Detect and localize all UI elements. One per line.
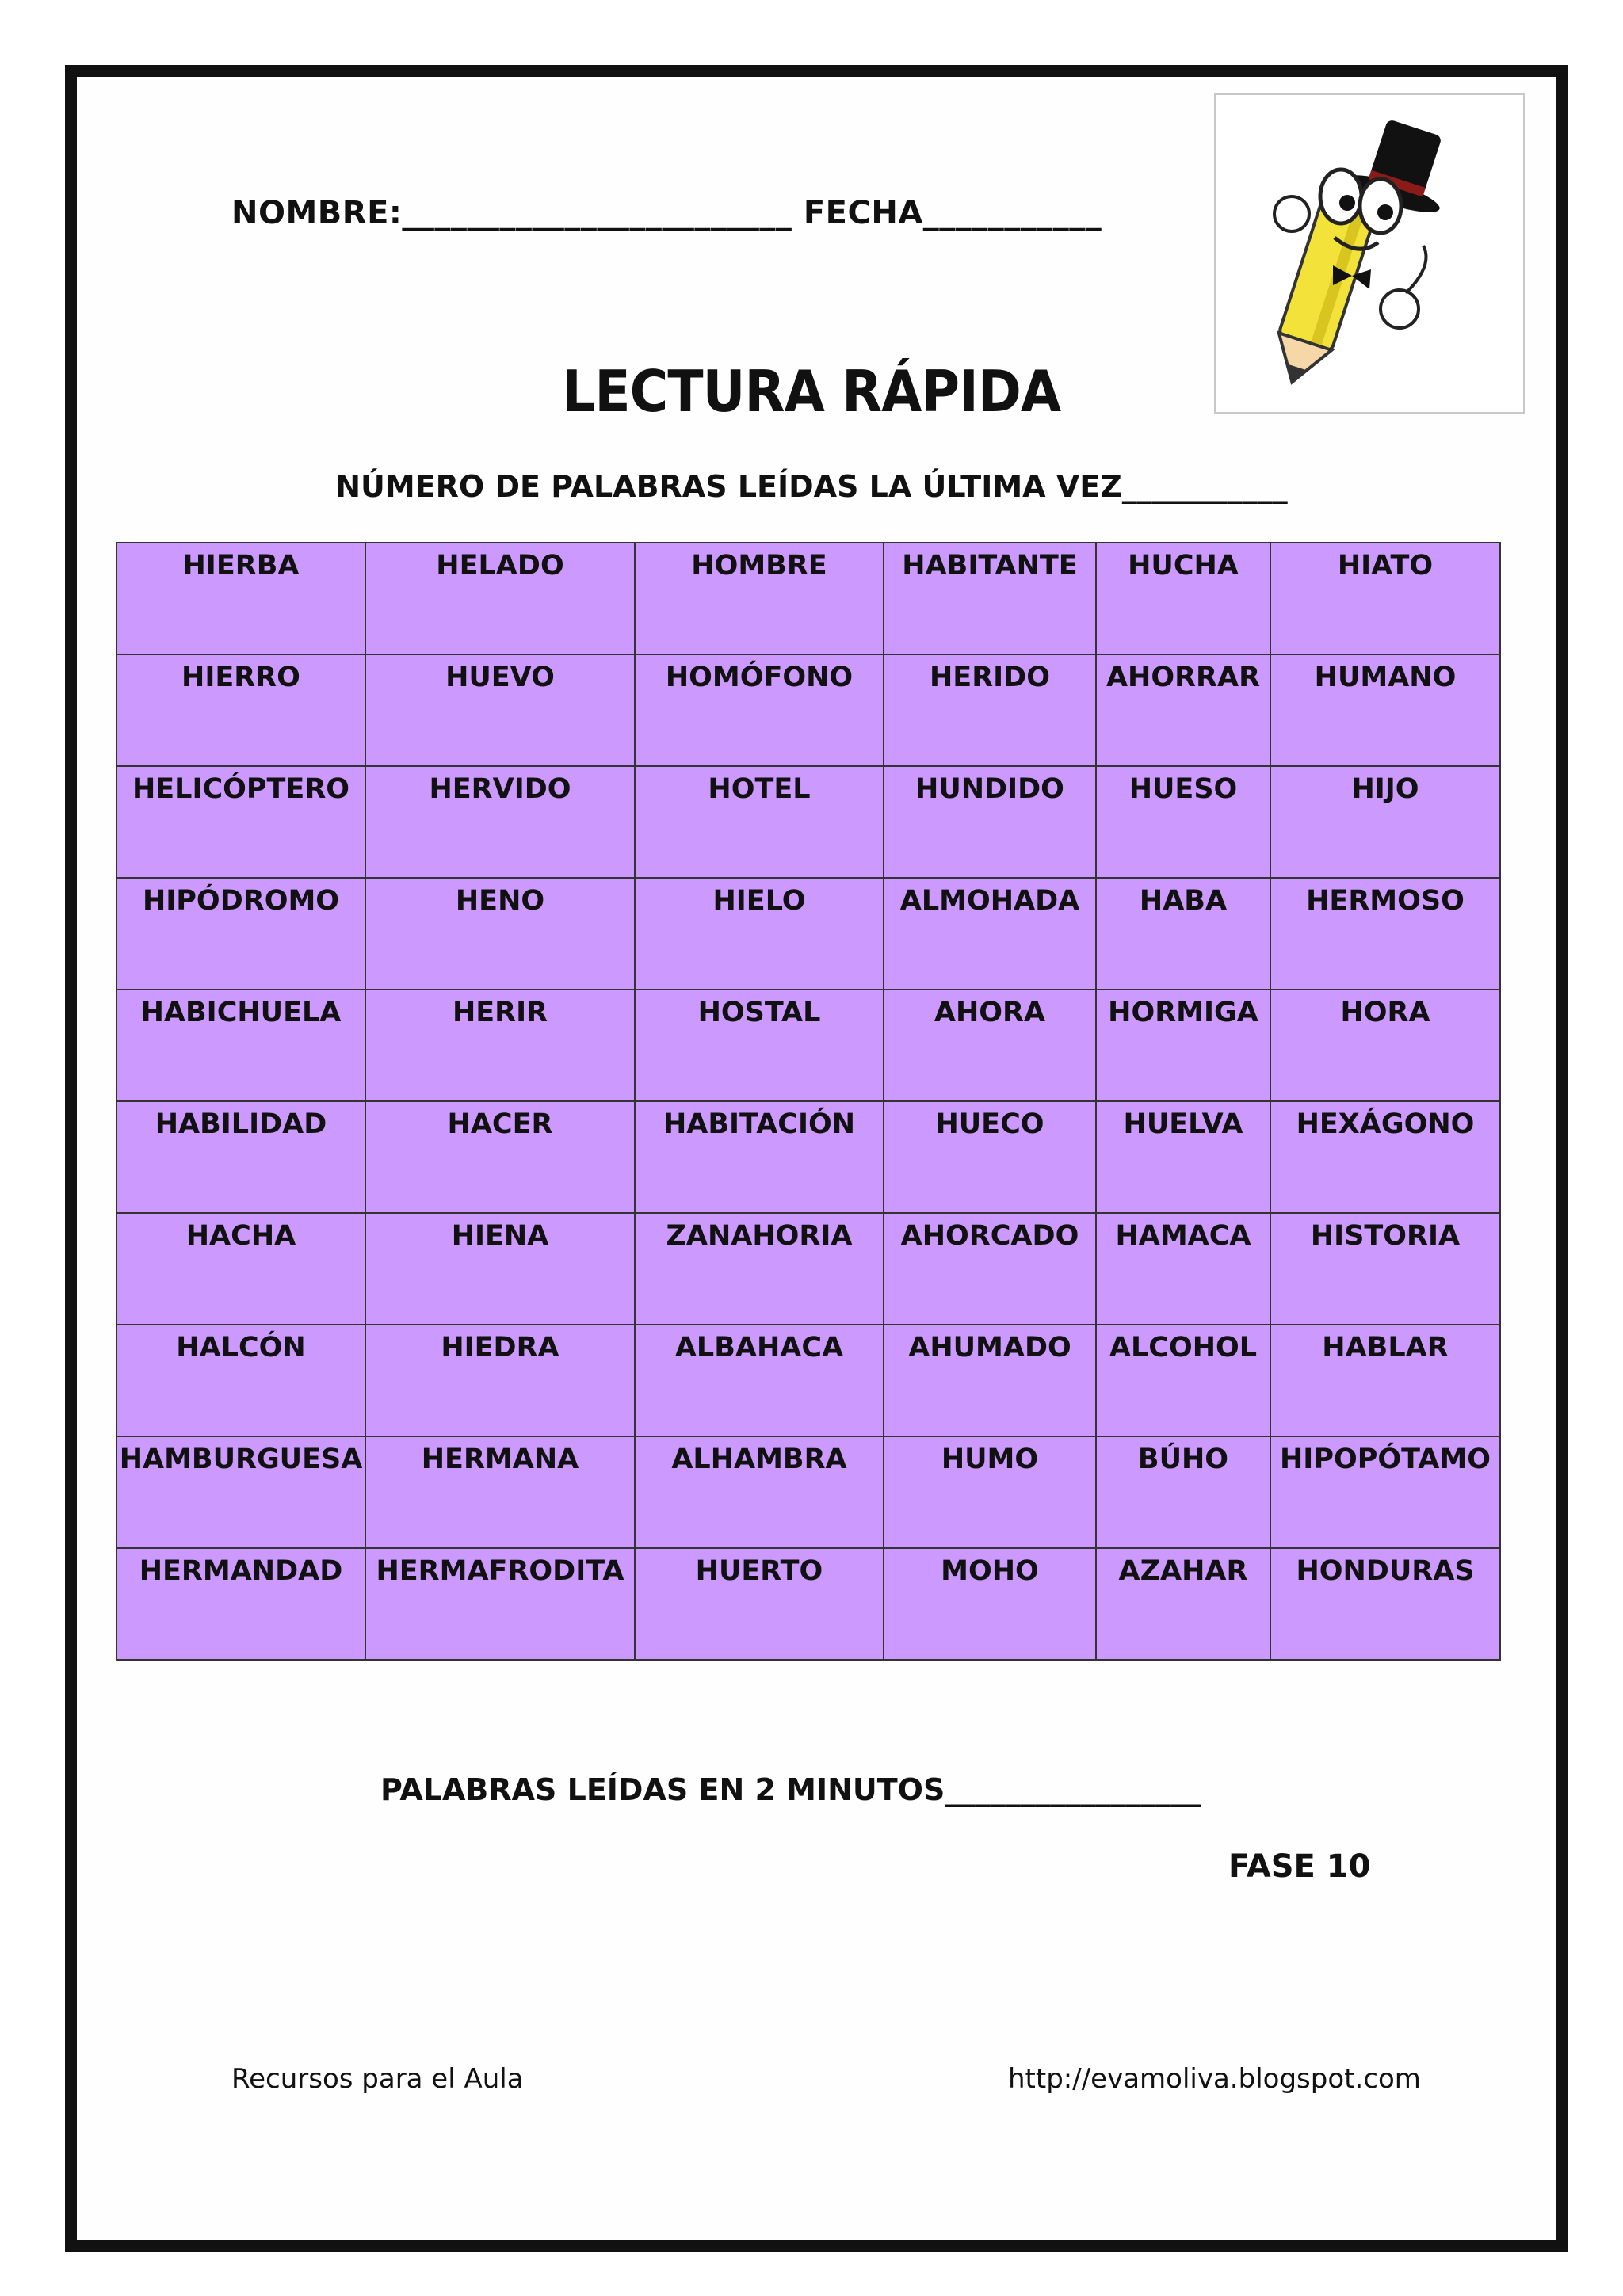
word-cell: HOTEL xyxy=(635,766,884,878)
word-cell: ZANAHORIA xyxy=(635,1213,884,1325)
word-cell: HORMIGA xyxy=(1096,990,1270,1101)
date-field-label: FECHA___________ xyxy=(803,195,1102,231)
word-cell: HUMANO xyxy=(1270,654,1500,766)
word-cell: HOMÓFONO xyxy=(635,654,884,766)
table-row xyxy=(116,990,1500,1101)
table-row xyxy=(116,1548,1500,1660)
word-cell: AHORCADO xyxy=(884,1213,1096,1325)
word-cell: HUEVO xyxy=(365,654,635,766)
word-cell: HERMANA xyxy=(365,1436,635,1548)
word-cell: HELADO xyxy=(365,543,635,654)
word-cell: HIERRO xyxy=(116,654,365,766)
word-cell: HEXÁGONO xyxy=(1270,1101,1500,1213)
table-row xyxy=(116,543,1500,654)
table-row xyxy=(116,654,1500,766)
word-cell: HERIR xyxy=(365,990,635,1101)
word-cell: HAMBURGUESA xyxy=(116,1436,365,1548)
word-cell: HUERTO xyxy=(635,1548,884,1660)
word-cell: HAMACA xyxy=(1096,1213,1270,1325)
word-cell: HORA xyxy=(1270,990,1500,1101)
word-cell: HOSTAL xyxy=(635,990,884,1101)
word-cell: MOHO xyxy=(884,1548,1096,1660)
word-cell: HIERBA xyxy=(116,543,365,654)
word-grid xyxy=(116,542,1501,1661)
word-cell: HUECO xyxy=(884,1101,1096,1213)
word-cell: HABICHUELA xyxy=(116,990,365,1101)
word-cell: HABILIDAD xyxy=(116,1101,365,1213)
word-cell: HELICÓPTERO xyxy=(116,766,365,878)
word-cell: AZAHAR xyxy=(1096,1548,1270,1660)
word-cell: HUESO xyxy=(1096,766,1270,878)
word-cell: BÚHO xyxy=(1096,1436,1270,1548)
table-row xyxy=(116,766,1500,878)
word-cell: ALHAMBRA xyxy=(635,1436,884,1548)
word-cell: HIELO xyxy=(635,878,884,990)
table-row xyxy=(116,878,1500,990)
name-field-label: NOMBRE:________________________ xyxy=(231,195,792,231)
word-cell: HOMBRE xyxy=(635,543,884,654)
word-cell: HALCÓN xyxy=(116,1325,365,1436)
word-cell: HERMAFRODITA xyxy=(365,1548,635,1660)
word-cell: HERVIDO xyxy=(365,766,635,878)
word-cell: HIPOPÓTAMO xyxy=(1270,1436,1500,1548)
word-cell: HACER xyxy=(365,1101,635,1213)
word-cell: HUELVA xyxy=(1096,1101,1270,1213)
table-row xyxy=(116,1325,1500,1436)
word-cell: HERMANDAD xyxy=(116,1548,365,1660)
word-cell: HISTORIA xyxy=(1270,1213,1500,1325)
word-cell: HIJO xyxy=(1270,766,1500,878)
footer-source: Recursos para el Aula xyxy=(231,2063,524,2095)
word-cell: HUMO xyxy=(884,1436,1096,1548)
table-row xyxy=(116,1436,1500,1548)
table-row xyxy=(116,1101,1500,1213)
phase-label: FASE 10 xyxy=(1228,1848,1371,1885)
footer-url: http://evamoliva.blogspot.com xyxy=(1008,2063,1421,2095)
word-cell: HUCHA xyxy=(1096,543,1270,654)
word-cell: AHORRAR xyxy=(1096,654,1270,766)
word-cell: HABITACIÓN xyxy=(635,1101,884,1213)
word-cell: HIPÓDROMO xyxy=(116,878,365,990)
word-cell: ALCOHOL xyxy=(1096,1325,1270,1436)
word-grid-body xyxy=(116,543,1500,1660)
read-count-label: PALABRAS LEÍDAS EN 2 MINUTOS_________________ xyxy=(380,1772,1201,1807)
word-cell: ALMOHADA xyxy=(884,878,1096,990)
word-cell: HONDURAS xyxy=(1270,1548,1500,1660)
word-cell: ALBAHACA xyxy=(635,1325,884,1436)
word-cell: HABITANTE xyxy=(884,543,1096,654)
word-cell: HERIDO xyxy=(884,654,1096,766)
last-count-label: NÚMERO DE PALABRAS LEÍDAS LA ÚLTIMA VEZ___________ xyxy=(335,469,1288,504)
word-cell: HIENA xyxy=(365,1213,635,1325)
word-cell: HENO xyxy=(365,878,635,990)
page-title: LECTURA RÁPIDA xyxy=(562,358,1061,425)
word-cell: HABLAR xyxy=(1270,1325,1500,1436)
word-cell: HERMOSO xyxy=(1270,878,1500,990)
word-cell: HIATO xyxy=(1270,543,1500,654)
word-cell: AHUMADO xyxy=(884,1325,1096,1436)
table-row xyxy=(116,1213,1500,1325)
word-cell: HACHA xyxy=(116,1213,365,1325)
word-cell: HUNDIDO xyxy=(884,766,1096,878)
word-cell: AHORA xyxy=(884,990,1096,1101)
header-fields xyxy=(231,195,1102,231)
word-cell: HABA xyxy=(1096,878,1270,990)
word-cell: HIEDRA xyxy=(365,1325,635,1436)
